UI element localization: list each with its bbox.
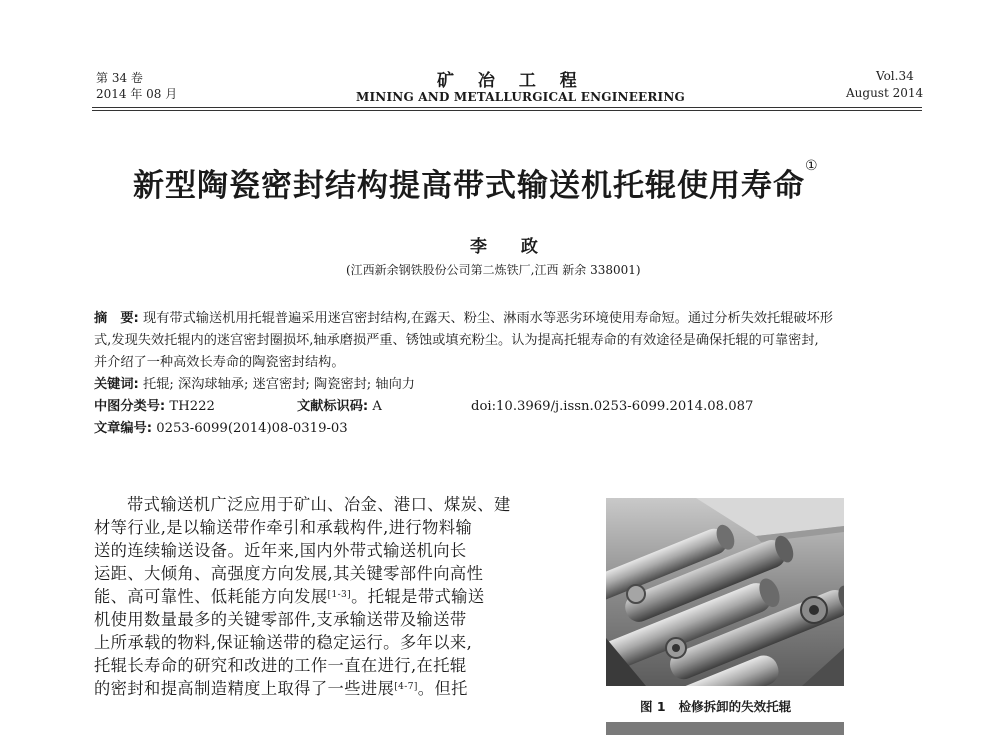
body-line-2: 材等行业,是以输送带作牵引和承载构件,进行物料输	[94, 518, 473, 537]
figure-1-number: 图 1	[640, 699, 666, 714]
body-line-5-text: 能、高可靠性、低耗能方向发展	[94, 587, 328, 606]
clc-line	[94, 397, 215, 417]
body-line-6: 机使用数量最多的关键零部件,支承输送带及输送带	[94, 610, 467, 629]
figure-1-caption	[640, 697, 791, 715]
citation-4-7: [4-7]	[394, 682, 418, 692]
clc-label: 中图分类号:	[94, 399, 166, 414]
body-line-7: 上所承载的物料,保证输送带的稳定运行。多年以来,	[94, 633, 473, 652]
figure-2-photo-top	[606, 722, 844, 735]
figure-1-photo	[606, 498, 844, 686]
date-en: August 2014	[846, 86, 924, 100]
keywords-text: 托辊; 深沟球轴承; 迷宫密封; 陶瓷密封; 轴向力	[143, 377, 415, 392]
body-line-4: 运距、大倾角、高强度方向发展,其关键零部件向高性	[94, 564, 484, 583]
abstract-text-3: 并介绍了一种高效长寿命的陶瓷密封结构。	[94, 355, 345, 370]
failed-idlers-illustration	[606, 498, 844, 686]
body-line-9-text: 的密封和提高制造精度上取得了一些进展	[94, 679, 395, 698]
body-line-5-tail: 。托辊是带式输送	[351, 587, 485, 606]
body-line-8: 托辊长寿命的研究和改进的工作一直在进行,在托辊	[94, 656, 467, 675]
abstract-label: 摘 要:	[94, 311, 139, 326]
citation-1-3: [1-3]	[327, 590, 352, 600]
doc-code-line	[297, 397, 382, 417]
date-cn: 2014 年 08 月	[96, 87, 178, 101]
journal-name-en: MINING AND METALLURGICAL ENGINEERING	[356, 90, 685, 104]
abstract-text-1: 现有带式输送机用托辊普遍采用迷宫密封结构,在露天、粉尘、淋雨水等恶劣环境使用寿命短。通过分析失效托辊破坏形	[143, 311, 833, 326]
body-line-9	[94, 678, 468, 700]
title-footnote-mark: ①	[805, 158, 819, 174]
abstract-text-2: 式,发现失效托辊内的迷宫密封圈损坏,轴承磨损严重、锈蚀或填充粉尘。认为提高托辊寿命的有效途径是确保托辊的可靠密封,	[94, 333, 819, 348]
clc-value: TH222	[169, 399, 215, 414]
volume-en: Vol.34	[876, 69, 914, 83]
body-line-9-tail: 。但托	[417, 679, 468, 698]
journal-name-cn: 矿 冶 工 程	[437, 71, 586, 91]
author-affiliation: (江西新余钢铁股份公司第二炼铁厂,江西 新余 338001)	[346, 263, 641, 277]
keywords-line	[94, 375, 415, 395]
doc-code-label: 文献标识码:	[297, 399, 369, 414]
doi: doi:10.3969/j.issn.0253-6099.2014.08.087	[471, 399, 754, 414]
author-name: 李 政	[470, 237, 552, 257]
header-rule-lower	[92, 110, 922, 111]
body-line-3: 送的连续输送设备。近年来,国内外带式输送机向长	[94, 541, 467, 560]
article-number-line	[94, 419, 348, 439]
figure-1-caption-text: 检修拆卸的失效托辊	[678, 699, 792, 714]
abstract-line	[94, 309, 833, 329]
body-line-1: 带式输送机广泛应用于矿山、冶金、港口、煤炭、建	[127, 495, 511, 514]
article-title	[133, 160, 819, 205]
doc-code-value: A	[372, 399, 382, 414]
header-rule	[92, 107, 922, 108]
article-number-label: 文章编号:	[94, 421, 153, 436]
body-line-5	[94, 586, 485, 608]
article-number-value: 0253-6099(2014)08-0319-03	[156, 421, 348, 436]
volume-cn: 第 34 卷	[96, 71, 143, 85]
article-title-text: 新型陶瓷密封结构提高带式输送机托辊使用寿命	[133, 168, 805, 204]
keywords-label: 关键词:	[94, 377, 139, 392]
